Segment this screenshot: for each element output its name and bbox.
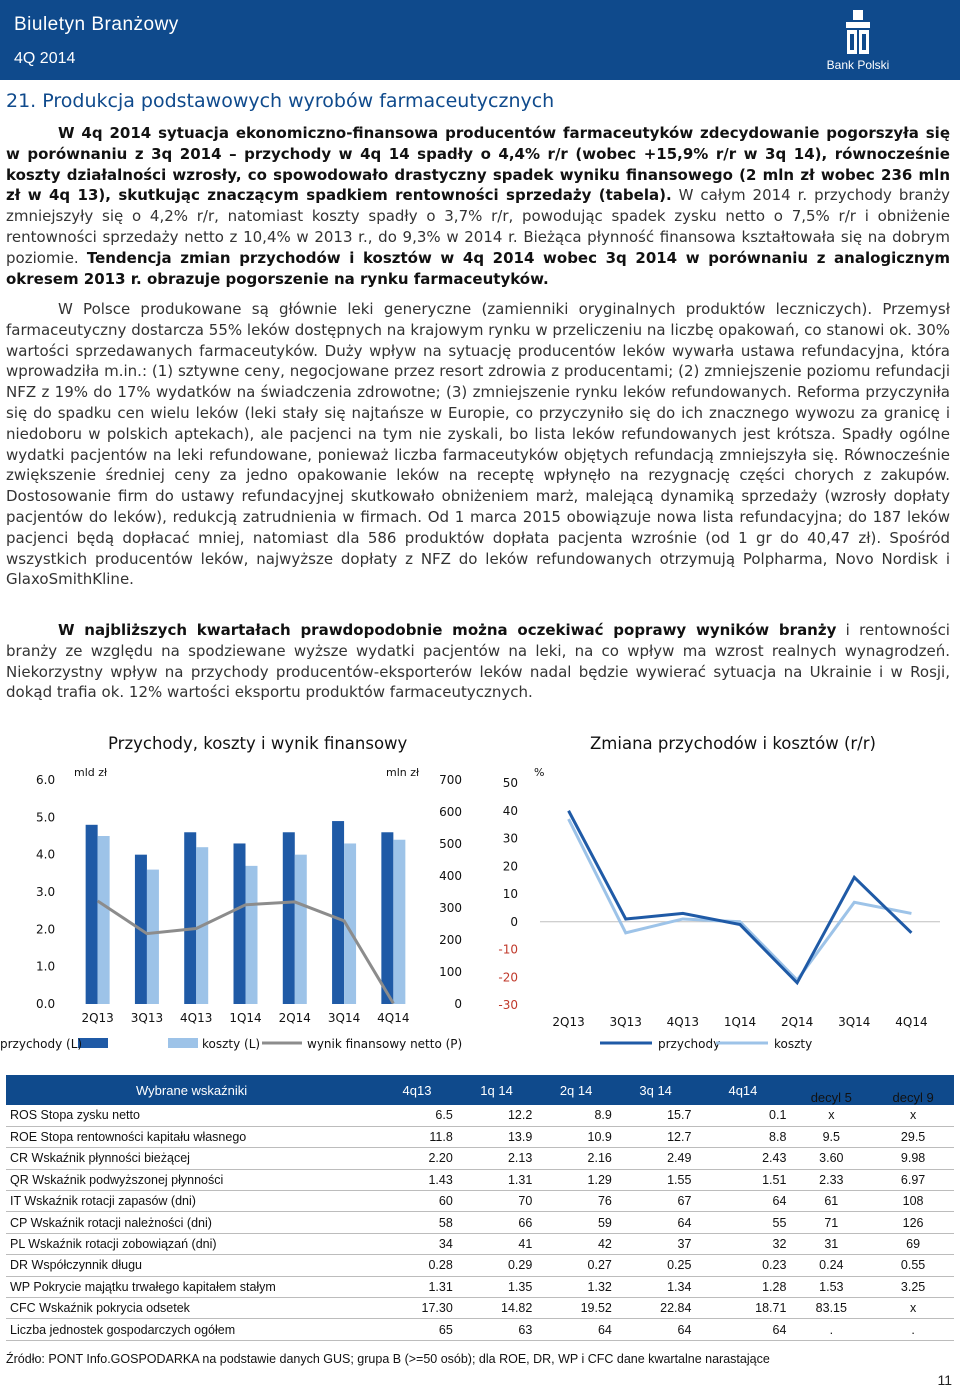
right-tick-label: 400 (439, 869, 462, 883)
table-cell: 64 (695, 1319, 790, 1340)
table-row (6, 1148, 954, 1169)
table-cell: 2.16 (536, 1148, 616, 1169)
left-axis-unit: mld zł (74, 766, 108, 779)
table-cell: 0.1 (695, 1105, 790, 1126)
table-cell: 66 (457, 1212, 537, 1233)
table-cell: 1.55 (616, 1169, 696, 1190)
table-cell: 8.8 (695, 1126, 790, 1147)
table-row (6, 1105, 954, 1126)
y-tick-label: 40 (502, 803, 518, 818)
text-run: W Polsce produkowane są głównie leki generyczne (zamienniki oryginalnych produktów leczniczych). Przemysł farmaceutyczny dostarcza 55% leków dostępnych na krajowym rynku w przeliczeniu na liczbę opakowań, co stanowi ok. 30% wartości sprzedawanych farmaceutyków. Duży wpływ na sytuację producentów leków wywarła ustawa refundacyjna, która wprowadziła m.in.: (1) sztywne ceny, negocjowane przez resort zdrowia z producentami; (2) zmniejszenie poziomu refundacji NFZ z 19% do 17% wydatków na świadczenia zdrowotne; (3) zmniejszenie rynku leków refundowanych. Reforma przyczyniła się do spadku cen wielu leków (leki stały się najtańsze w Europie, co przyczyniło się do ich znacznego wywozu za granicę i niedoboru w polskich aptekach), ale pacjenci na tym nie zyskali, bo lista leków refundowanych jest krótsza. Spadły ogólne wydatki pacjentów na leki refundowane, ponieważ liczba farmaceutyków objętych refundacją zmniejszyła się. Równocześnie zwiększenie średniej ceny za jedno opakowanie leków na receptę wpłynęło na rezygnację części chorych z zakupów. Dostosowanie firm do ustawy refundacyjnej skutkowało obniżeniem marż, malejącą dynamiką sprzedaży (wzrosły dopłaty pacjentów do leków), redukcją zatrudnienia w firmach. Od 1 marca 2015 obowiązuje nowa lista refundacyjna; do 187 leków pacjenci będą dopłacać mniej, natomiast dla 586 produktów dopłata pacjenta wzrośnie (od 1 gr do 40,47 zł). Spośród wszystkich producentów leków, najwyższe dopłaty z NFZ do leków refundowanych otrzymują Polpharma, Novo Nordisk i GlaxoSmithKline. (6, 300, 950, 589)
y-tick-label: -10 (498, 942, 518, 957)
table-row (6, 1233, 954, 1254)
table-row (6, 1126, 954, 1147)
table-cell: 29.5 (872, 1126, 954, 1147)
bar-revenue (184, 832, 196, 1004)
table-cell: 37 (616, 1233, 696, 1254)
left-tick-label: 0.0 (36, 997, 56, 1011)
bank-logo-icon (844, 10, 872, 56)
left-tick-label: 3.0 (36, 885, 56, 899)
text-run: W całym 2014 r. przychody branży zmniejszyły się o 4,2% r/r, natomiast koszty spadły o 3,7% r/r, powodując spadek zysku netto o 7,5% r/r i obniżenie rentowności sprzedaży netto z 10,4% w 2013 r., do 9,3% w 2014 r. Bieżąca płynność finansowa kształtowała się na dobrym poziomie. (6, 186, 950, 267)
y-tick-label: 10 (502, 887, 518, 901)
table-cell: 10.9 (536, 1126, 616, 1147)
right-tick-label: 0 (454, 997, 462, 1011)
table-cell: 2.20 (377, 1148, 457, 1169)
left-tick-label: 2.0 (36, 922, 56, 937)
table-cell: 1.31 (457, 1169, 537, 1190)
table-cell: ROS Stopa zysku netto (6, 1105, 377, 1126)
bar-revenue (86, 825, 98, 1004)
x-tick-label: 2Q14 (780, 1015, 814, 1029)
table-cell: 64 (536, 1319, 616, 1340)
legend-label: przychody (L) (0, 1037, 83, 1051)
table-cell: ROE Stopa rentowności kapitału własnego (6, 1126, 377, 1147)
right-axis-unit: mln zł (386, 766, 420, 779)
table-cell: 2.13 (457, 1148, 537, 1169)
table-header-cell: Wybrane wskaźniki (6, 1075, 377, 1105)
y-tick-label: 20 (502, 859, 518, 874)
x-tick-label: 1Q14 (229, 1011, 262, 1025)
table-row (6, 1191, 954, 1212)
axis-unit: % (534, 766, 545, 779)
table-row (6, 1276, 954, 1297)
publication-title: Biuletyn Branżowy (14, 14, 179, 35)
page-number: 11 (937, 1372, 952, 1388)
table-cell: 9.98 (872, 1148, 954, 1169)
bar-costs (147, 870, 159, 1004)
right-tick-label: 200 (439, 933, 462, 947)
table-cell: QR Wskaźnik podwyższonej płynności (6, 1169, 377, 1190)
table-cell: 1.32 (536, 1276, 616, 1297)
table-header-cell: decyl 9 (872, 1075, 954, 1105)
table-cell: 42 (536, 1233, 616, 1254)
table-row (6, 1319, 954, 1340)
table-header-cell: 4q14 (695, 1075, 790, 1105)
table-cell: 60 (377, 1191, 457, 1212)
text-run: W najbliższych kwartałach prawdopodobnie można oczekiwać poprawy wyników branży (58, 621, 837, 639)
table-cell: CFC Wskaźnik pokrycia odsetek (6, 1298, 377, 1319)
table-cell: 2.33 (790, 1169, 872, 1190)
table-cell: 18.71 (695, 1298, 790, 1319)
table-cell: CP Wskaźnik rotacji należności (dni) (6, 1212, 377, 1233)
legend-label: przychody (658, 1037, 721, 1051)
x-tick-label: 3Q14 (838, 1015, 871, 1029)
y-tick-label: 0 (510, 914, 518, 929)
table-cell: 32 (695, 1233, 790, 1254)
table-row (6, 1212, 954, 1233)
table-cell: 3.60 (790, 1148, 872, 1169)
table-cell: 14.82 (457, 1298, 537, 1319)
table-cell: 12.2 (457, 1105, 537, 1126)
table-cell: 1.31 (377, 1276, 457, 1297)
legend-label: koszty (L) (202, 1037, 261, 1051)
text-run: W 4q 2014 sytuacja ekonomiczno-finansowa producentów farmaceutyków zdecydowanie pogorszyła się w porównaniu z 3q 2014 – przychody w 4q 14 spadły o 4,4% r/r (wobec +15,9% r/r w 3q 14), równocześnie koszty działalności wzrosły, co spowodowało drastyczny spadek wyniku finansowego (2 mln zł wobec 236 mln zł w 4q 13), skutkując znaczącym spadkiem rentowności sprzedaży (tabela). (6, 124, 950, 205)
section-title: 21. Produkcja podstawowych wyrobów farmaceutycznych (6, 90, 555, 112)
table-cell: 0.24 (790, 1255, 872, 1276)
table-cell: 8.9 (536, 1105, 616, 1126)
table-cell: 0.25 (616, 1255, 696, 1276)
table-cell: Liczba jednostek gospodarczych ogółem (6, 1319, 377, 1340)
chart2-title: Zmiana przychodów i kosztów (r/r) (590, 734, 876, 753)
x-tick-label: 4Q14 (895, 1015, 928, 1029)
table-cell: 71 (790, 1212, 872, 1233)
table-header-cell: 4q13 (377, 1075, 457, 1105)
table-cell: 63 (457, 1319, 537, 1340)
table-cell: x (872, 1298, 954, 1319)
table-cell: 64 (616, 1319, 696, 1340)
y-tick-label: 30 (502, 831, 518, 846)
table-cell: 15.7 (616, 1105, 696, 1126)
table-cell: 31 (790, 1233, 872, 1254)
table-cell: 1.43 (377, 1169, 457, 1190)
table-header-cell: 2q 14 (536, 1075, 616, 1105)
chart1-title: Przychody, koszty i wynik finansowy (108, 734, 408, 753)
table-cell: 9.5 (790, 1126, 872, 1147)
table-cell: 22.84 (616, 1298, 696, 1319)
publication-quarter: 4Q 2014 (14, 50, 76, 67)
table-cell: 13.9 (457, 1126, 537, 1147)
table-cell: IT Wskaźnik rotacji zapasów (dni) (6, 1191, 377, 1212)
x-tick-label: 2Q13 (81, 1011, 114, 1025)
table-cell: 2.49 (616, 1148, 696, 1169)
table-cell: . (790, 1319, 872, 1340)
x-tick-label: 3Q13 (130, 1011, 164, 1025)
y-tick-label: -20 (498, 970, 518, 985)
table-source: Źródło: PONT Info.GOSPODARKA na podstawie danych GUS; grupa B (>=50 osób); dla ROE, DR, WP i CFC dane kwartalne narastające (6, 1352, 770, 1366)
y-tick-label: 50 (502, 776, 518, 790)
text-run: i rentowności branży ze względu na spodziewane wyższe wydatki pacjentów na leki, na co wpływ ma wzrost realnych wynagrodzeń. Niekorzystny wpływ na przychody producentów-eksporterów leków nadal będzie wywierać sytuacja na Ukrainie i w Rosji, dokąd trafia ok. 12% wartości eksportu produktów farmaceutycznych. (6, 621, 950, 702)
table-cell: 2.43 (695, 1148, 790, 1169)
bar-costs (98, 836, 110, 1004)
table-cell: 0.55 (872, 1255, 954, 1276)
table-cell: 61 (790, 1191, 872, 1212)
table-cell: 34 (377, 1233, 457, 1254)
table-header-row (6, 1075, 954, 1105)
table-cell: 108 (872, 1191, 954, 1212)
right-tick-label: 300 (439, 901, 462, 915)
table-cell: 1.34 (616, 1276, 696, 1297)
table-cell: PL Wskaźnik rotacji zobowiązań (dni) (6, 1233, 377, 1254)
paragraph-1 (6, 123, 950, 289)
table-row (6, 1169, 954, 1190)
x-tick-label: 3Q14 (327, 1011, 361, 1025)
line-revenue (569, 811, 912, 983)
x-tick-label: 4Q14 (377, 1011, 410, 1025)
chart-yoy-change (480, 756, 960, 1056)
table-cell: 0.27 (536, 1255, 616, 1276)
table-cell: 126 (872, 1212, 954, 1233)
table-row (6, 1255, 954, 1276)
table-cell: 58 (377, 1212, 457, 1233)
x-tick-label: 1Q14 (723, 1015, 757, 1029)
table-cell: 1.35 (457, 1276, 537, 1297)
bar-revenue (332, 821, 344, 1004)
table-cell: 6.97 (872, 1169, 954, 1190)
bar-revenue (234, 843, 246, 1004)
table-cell: 0.28 (377, 1255, 457, 1276)
table-cell: x (790, 1105, 872, 1126)
table-cell: 65 (377, 1319, 457, 1340)
table-cell: 1.28 (695, 1276, 790, 1297)
table-cell: DR Współczynnik długu (6, 1255, 377, 1276)
x-tick-label: 2Q14 (278, 1011, 311, 1025)
table-cell: 19.52 (536, 1298, 616, 1319)
table-cell: 11.8 (377, 1126, 457, 1147)
table-cell: 6.5 (377, 1105, 457, 1126)
x-tick-label: 2Q13 (552, 1015, 585, 1029)
y-tick-label: -30 (498, 998, 518, 1012)
paragraph-3 (6, 620, 950, 703)
legend-swatch (78, 1038, 108, 1048)
table-cell: 64 (695, 1191, 790, 1212)
legend-label: koszty (774, 1037, 813, 1051)
right-tick-label: 700 (439, 773, 462, 787)
page-header (0, 0, 960, 80)
table-header-cell: decyl 5 (790, 1075, 872, 1105)
table-cell: 41 (457, 1233, 537, 1254)
legend-label: wynik finansowy netto (P) (307, 1037, 463, 1051)
table-cell: 0.23 (695, 1255, 790, 1276)
bar-costs (393, 840, 405, 1004)
table-cell: 1.29 (536, 1169, 616, 1190)
text-run: Tendencja zmian przychodów i kosztów w 4q 2014 wobec 3q 2014 w porównaniu z analogicznym okresem 2013 r. obrazuje pogorszenie na rynku farmaceutyków. (6, 248, 950, 288)
chart-revenue-costs-result (0, 756, 480, 1056)
table-cell: 1.53 (790, 1276, 872, 1297)
table-header-cell: 3q 14 (616, 1075, 696, 1105)
table-body (6, 1105, 954, 1340)
table-cell: 55 (695, 1212, 790, 1233)
table-cell: 3.25 (872, 1276, 954, 1297)
table-cell: 64 (616, 1212, 696, 1233)
right-tick-label: 500 (439, 837, 462, 851)
x-tick-label: 4Q13 (666, 1015, 700, 1029)
left-tick-label: 5.0 (36, 810, 56, 825)
table-cell: 0.29 (457, 1255, 537, 1276)
right-tick-label: 600 (439, 805, 462, 819)
table-cell: 76 (536, 1191, 616, 1212)
table-cell: 17.30 (377, 1298, 457, 1319)
x-tick-label: 3Q13 (609, 1015, 642, 1029)
table-cell: 70 (457, 1191, 537, 1212)
table-cell: 69 (872, 1233, 954, 1254)
table-cell: WP Pokrycie majątku trwałego kapitałem stałym (6, 1276, 377, 1297)
x-tick-label: 4Q13 (180, 1011, 213, 1025)
bar-costs (246, 866, 258, 1004)
table-cell: 83.15 (790, 1298, 872, 1319)
bank-name: Bank Polski (826, 58, 890, 72)
indicators-table (6, 1075, 954, 1341)
table-header-cell: 1q 14 (457, 1075, 537, 1105)
bar-costs (295, 855, 307, 1004)
legend-swatch (168, 1038, 198, 1048)
paragraph-2 (6, 299, 950, 590)
table-cell: . (872, 1319, 954, 1340)
bar-revenue (381, 832, 393, 1004)
right-tick-label: 100 (439, 965, 462, 979)
bar-revenue (283, 832, 295, 1004)
table-cell: x (872, 1105, 954, 1126)
table-cell: 1.51 (695, 1169, 790, 1190)
left-tick-label: 1.0 (36, 959, 56, 974)
table-cell: 67 (616, 1191, 696, 1212)
table-cell: CR Wskaźnik płynności bieżącej (6, 1148, 377, 1169)
line-costs (569, 819, 912, 980)
table-row (6, 1298, 954, 1319)
left-tick-label: 6.0 (36, 773, 56, 787)
left-tick-label: 4.0 (36, 847, 56, 862)
table-cell: 59 (536, 1212, 616, 1233)
table-cell: 12.7 (616, 1126, 696, 1147)
